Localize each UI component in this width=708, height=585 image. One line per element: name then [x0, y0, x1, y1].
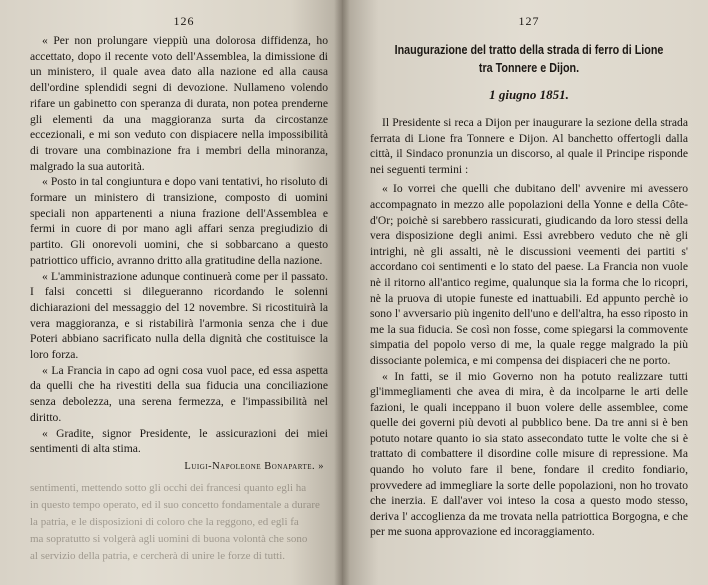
right-paragraph-3: « In fatti, se il mio Governo non ha potuto realizzare tutti gl'immegliamenti che avea di mira, è da incolparne le arti delle fazioni, le quali inceppano il buon volere delle assemblee, come quelle dei governi più devoti al pubblico bene. Da tre anni si è ben potuto notare quanto io sia stato assecondato tutte le volte che si è trattato di combattere il disordine colle misure di repressione. Ma quando ho voluto fare il bene, fondare il credito fondiario, provvedere ad immegliare la sorte delle popolazioni, non ho trovato che inerzia. E dall'aver voi inteso la cosa a questo modo stesso, deriva l' accoglienza da me trovata nella patriottica Borgogna, e che per me suona approvazione ed incoraggiamento. [370, 369, 688, 539]
section-title-line-2: tra Tonnere e Dijon. [478, 61, 580, 75]
bleed-line-5: al servizio della patria, e cercherà di unire le forze di tutti. [30, 549, 286, 562]
right-page [342, 0, 708, 585]
right-paragraph-1: Il Presidente si reca a Dijon per inaugurare la sezione della strada ferrata di Lione fra Tonnere e Dijon. Al banchetto offertogli dalla città, il Sindaco pronunzia un discorso, al quale il Principe risponde nei seguenti termini : [370, 116, 688, 176]
bleed-line-4: ma sopratutto si volgerà agli uomini di buona volontà che sono [30, 532, 308, 545]
section-title-line-1: Inaugurazione del tratto della strada di ferro di Lione [394, 43, 664, 57]
bleed-through-text [30, 480, 328, 565]
section-date: 1 giugno 1851. [489, 87, 569, 102]
signature: Luigi-Napoleone Bonaparte. » [184, 460, 324, 472]
left-page-number: 126 [173, 14, 195, 28]
left-paragraph-1: « Per non prolungare vieppiù una dolorosa diffidenza, ho accettato, dopo il recente voto dell'Assemblea, la dimissione di un ministero, il quale avea dato alla nazione ed alla causa dell'ordine splendidi segni di devozione. Nullameno volendo rifare un gabinetto con speranza di durata, non potea prenderne gli elementi da una maggioranza surta da circostanze eccezionali, e mi son veduto con dispiacere nella impossibilità di trovare una combinazione fra i membri della minoranza, malgrado la sua autorità. [30, 34, 328, 173]
left-paragraph-5: « Gradite, signor Presidente, le assicurazioni dei miei sentimenti di alta stima. [30, 426, 328, 456]
bleed-line-1: sentimenti, mettendo sotto gli occhi dei francesi quanto egli ha [30, 481, 307, 494]
section-title [392, 41, 665, 77]
left-page [0, 0, 342, 585]
right-paragraph-2: « Io vorrei che quelli che dubitano dell' avvenire mi avessero accompagnato in mezzo alle popolazioni della Yonne e della Côte-d'Or; poichè si sarebbero rassicurati, giudicando da loro stessi della vera disposizione degli animi. Essi avrebbero veduto che nè gli intrighi, nè gli assalti, nè le discussioni veementi dei partiti s' accordano coi sentimenti e lo stato del paese. La Francia non vuole nè il ritorno all'antico regime, qualunque sia la forma che lo ricopri, nè la pruova di utopie funeste ed inattuabili. Ed appunto perchè io sono l' avversario più ingenito dell'uno e dell'altra, ha esso riposto in me la sua fiducia. Se così non fosse, come spiegarsi la commovente simpatia del popolo verso di me, la quale regge malgrado la più dissociante polemica, e mi compensa dei dispiaceri che ne porto. [370, 182, 688, 367]
left-paragraph-2: « Posto in tal congiuntura e dopo vani tentativi, ho risoluto di formare un ministero di transizione, composto di uomini speciali non appartenenti a niuna frazione dell'Assemblea e fermi in cuore di por mano agli affari senza pregiudizio di partito. Gli onorevoli uomini, che si sobbarcano a questo patriottico ufficio, avranno dritto alla gratitudine della nazione. [30, 175, 328, 267]
bleed-line-3: la patria, e le disposizioni di coloro che la reggono, ed egli fa [30, 515, 299, 528]
right-page-number: 127 [518, 14, 540, 28]
left-paragraph-4: « La Francia in capo ad ogni cosa vuol pace, ed essa aspetta da quelli che ha rivestiti della sua fiducia una conciliazione senza debolezza, una serena fermezza, e l'impassibilità nel diritto. [30, 363, 328, 424]
left-paragraph-3: « L'amministrazione adunque continuerà come per il passato. I falsi concetti si dilegueranno ricordando le solenni dichiarazioni del messaggio del 12 novembre. Si ricostituirà la vera maggioranza, e si ristabilirà l'armonia senza che i due Poteri abbiano sacrificato nulla della dignità che costituisce la loro forza. [30, 269, 328, 362]
bleed-line-2: in questo tempo operato, ed il suo concetto fondamentale a durare [30, 498, 320, 511]
